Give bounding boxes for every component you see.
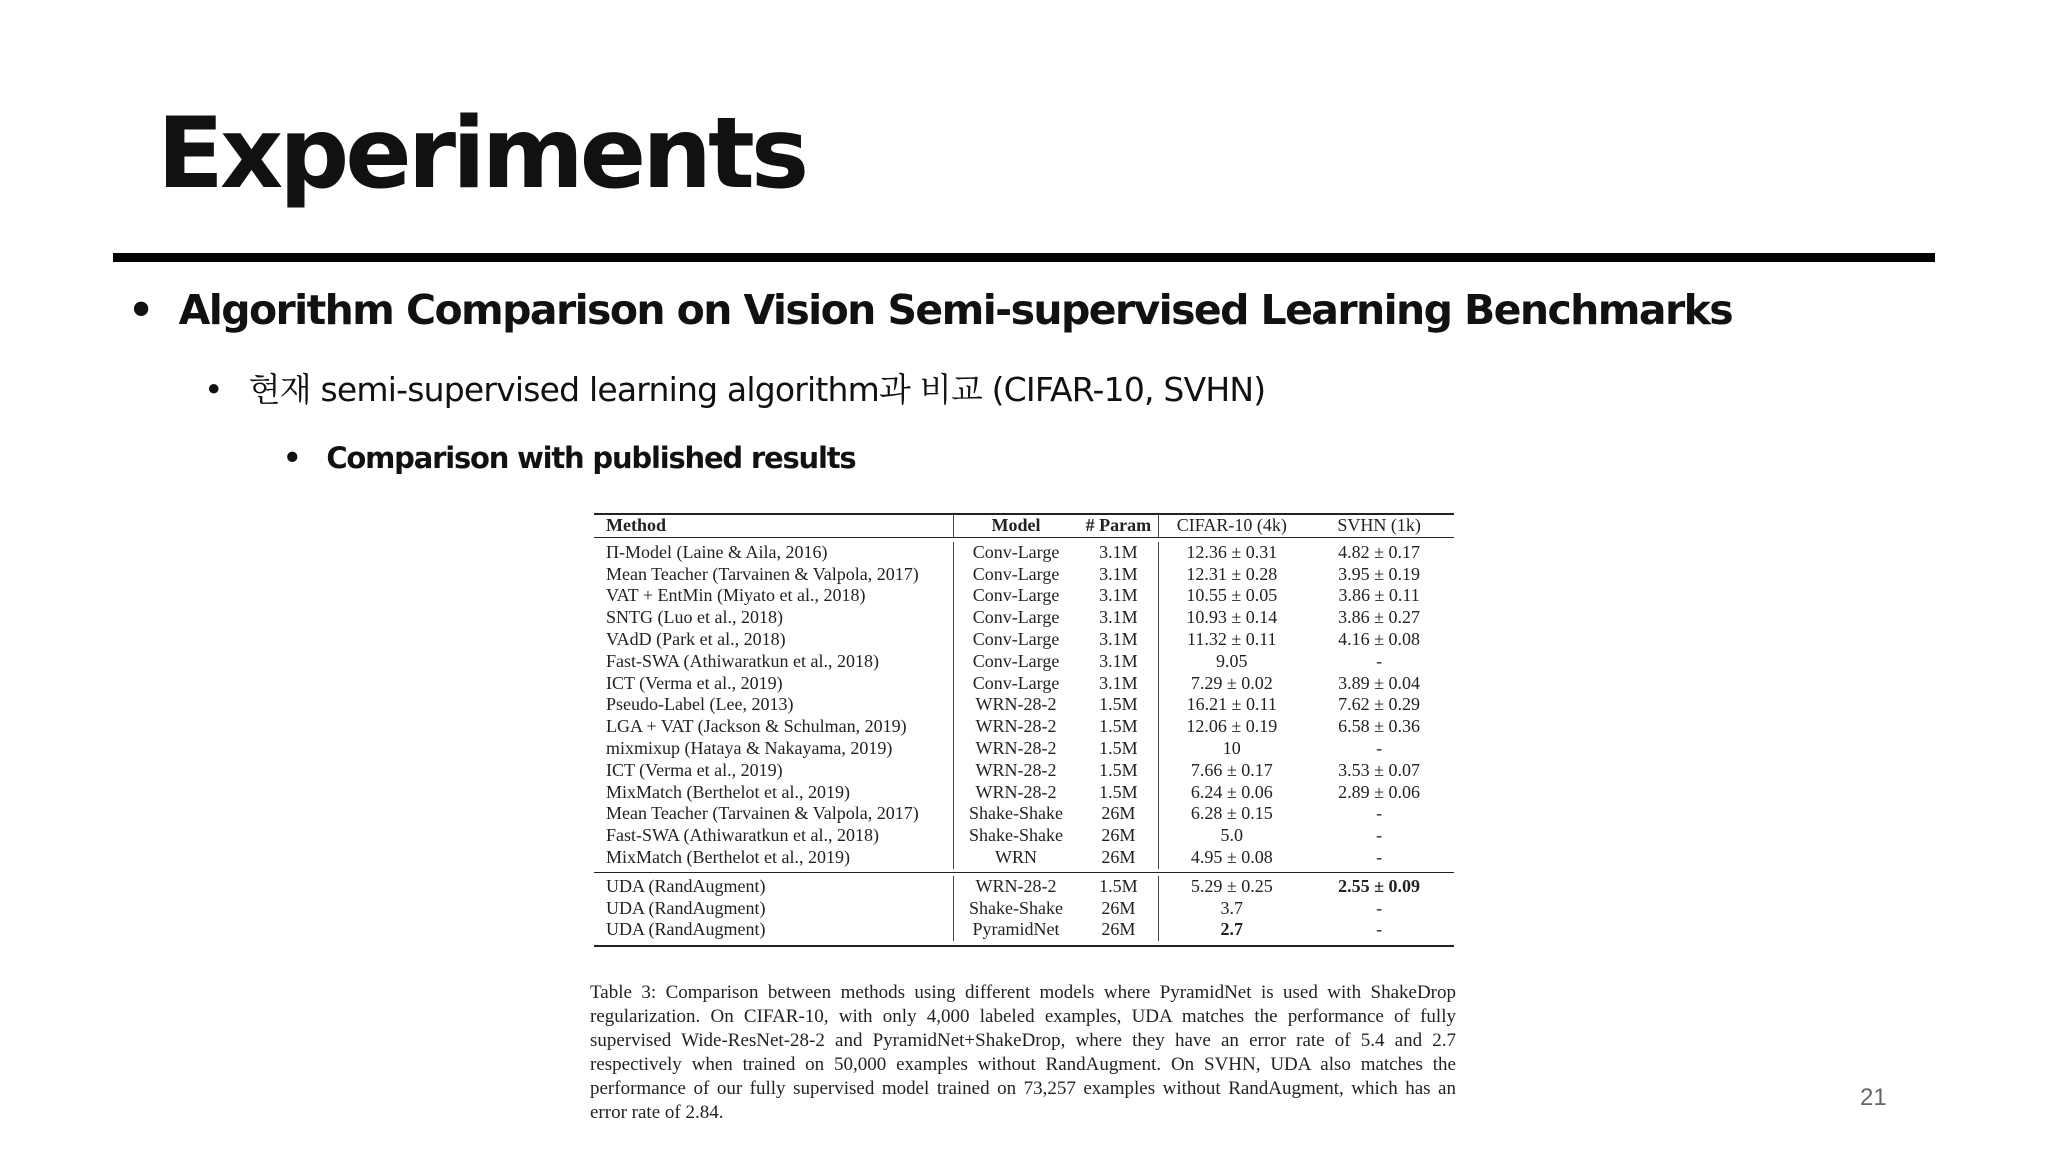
cell-cifar: 6.28 ± 0.15 [1190,803,1273,824]
bullet-level-1-text: Algorithm Comparison on Vision Semi-supervised Learning Benchmarks [178,286,1733,334]
cell-method: Π-Model (Laine & Aila, 2016) [594,542,954,564]
cell-model: Conv-Large [972,563,1060,584]
cell-param: 26M [1078,898,1159,920]
table-row [594,760,1454,782]
cell-model: Conv-Large [972,541,1060,562]
cell-param: 26M [1078,919,1159,941]
table-row [594,607,1454,629]
header-svhn: SVHN (1k) [1337,515,1421,535]
table-row [594,898,1454,920]
cell-method: ICT (Verma et al., 2019) [594,760,954,782]
cell-model: WRN-28-2 [975,781,1057,802]
table-row [594,716,1454,738]
header-cifar: CIFAR-10 (4k) [1176,515,1287,535]
cell-model: PyramidNet [972,919,1060,940]
cell-svhn: 2.55 ± 0.09 [1338,875,1421,896]
cell-cifar: 12.06 ± 0.19 [1186,716,1278,737]
cell-model: Shake-Shake [969,897,1064,918]
cell-method: Pseudo-Label (Lee, 2013) [594,694,954,716]
cell-method: MixMatch (Berthelot et al., 2019) [594,782,954,804]
cell-cifar: 12.31 ± 0.28 [1186,563,1278,584]
cell-method: Fast-SWA (Athiwaratkun et al., 2018) [594,825,954,847]
cell-cifar: 10.93 ± 0.14 [1186,607,1278,628]
cell-svhn: 4.16 ± 0.08 [1338,628,1421,649]
cell-param: 3.1M [1078,651,1159,673]
cell-cifar: 2.7 [1220,919,1244,940]
cell-svhn: - [1376,846,1383,867]
cell-param: 3.1M [1078,585,1159,607]
bullet-level-3-text: Comparison with published results [326,441,856,475]
cell-svhn: - [1376,825,1383,846]
cell-method: SNTG (Luo et al., 2018) [594,607,954,629]
table-row [594,694,1454,716]
cell-model: Shake-Shake [969,803,1064,824]
cell-cifar: 10.55 ± 0.05 [1186,585,1278,606]
cell-param: 1.5M [1078,716,1159,738]
cell-cifar: 5.29 ± 0.25 [1190,875,1273,896]
cell-svhn: - [1376,919,1383,940]
cell-method: mixmixup (Hataya & Nakayama, 2019) [594,738,954,760]
title-divider [113,253,1935,262]
cell-param: 1.5M [1078,738,1159,760]
cell-model: Conv-Large [972,672,1060,693]
cell-param: 1.5M [1078,760,1159,782]
cell-model: WRN-28-2 [975,737,1057,758]
cell-cifar: 6.24 ± 0.06 [1190,781,1273,802]
cell-method: Mean Teacher (Tarvainen & Valpola, 2017) [594,803,954,825]
table-body-baselines [594,538,1454,872]
cell-svhn: 3.95 ± 0.19 [1338,563,1421,584]
cell-param: 26M [1078,803,1159,825]
table-row [594,542,1454,564]
cell-svhn: 3.89 ± 0.04 [1338,672,1421,693]
cell-model: WRN-28-2 [975,875,1057,896]
table-row [594,673,1454,695]
cell-svhn: - [1376,650,1383,671]
header-model: Model [991,515,1041,535]
cell-method: ICT (Verma et al., 2019) [594,673,954,695]
cell-model: WRN [995,846,1038,867]
cell-param: 3.1M [1078,607,1159,629]
cell-param: 3.1M [1078,673,1159,695]
table-body-uda [594,872,1454,945]
bullet-level-1 [128,286,1732,335]
table-row [594,738,1454,760]
cell-cifar: 9.05 [1216,650,1248,671]
cell-param: 3.1M [1078,629,1159,651]
cell-method: UDA (RandAugment) [594,919,954,941]
cell-model: WRN-28-2 [975,694,1057,715]
bullet-level-2 [204,370,1265,410]
cell-svhn: - [1376,897,1383,918]
cell-cifar: 7.29 ± 0.02 [1190,672,1273,693]
cell-cifar: 7.66 ± 0.17 [1190,759,1273,780]
cell-cifar: 12.36 ± 0.31 [1186,541,1278,562]
cell-model: Conv-Large [972,628,1060,649]
cell-model: WRN-28-2 [975,716,1057,737]
cell-svhn: - [1376,803,1383,824]
table-row [594,803,1454,825]
bullet-dot-icon: • [128,286,153,334]
cell-method: Mean Teacher (Tarvainen & Valpola, 2017) [594,564,954,586]
cell-method: UDA (RandAugment) [594,898,954,920]
cell-method: UDA (RandAugment) [594,876,954,898]
cell-svhn: 7.62 ± 0.29 [1338,694,1421,715]
cell-svhn: 3.86 ± 0.11 [1338,585,1420,606]
cell-svhn: 3.86 ± 0.27 [1338,607,1421,628]
table-row [594,876,1454,898]
table-row [594,782,1454,804]
bullet-dot-icon: • [204,370,223,409]
cell-cifar: 11.32 ± 0.11 [1187,628,1277,649]
results-table-figure [578,505,1478,1145]
table-row [594,651,1454,673]
cell-cifar: 4.95 ± 0.08 [1190,846,1273,867]
cell-svhn: 3.53 ± 0.07 [1338,759,1421,780]
cell-svhn: 2.89 ± 0.06 [1338,781,1421,802]
table-row [594,919,1454,941]
cell-cifar: 16.21 ± 0.11 [1186,694,1277,715]
header-method: Method [594,515,954,537]
cell-method: VAT + EntMin (Miyato et al., 2018) [594,585,954,607]
cell-model: Conv-Large [972,607,1060,628]
table-header-row [594,515,1454,538]
cell-model: Shake-Shake [969,825,1064,846]
table-row [594,585,1454,607]
cell-param: 3.1M [1078,564,1159,586]
slide-title: Experiments [157,97,806,211]
cell-model: Conv-Large [972,585,1060,606]
cell-method: Fast-SWA (Athiwaratkun et al., 2018) [594,651,954,673]
table-row [594,629,1454,651]
table-row [594,564,1454,586]
cell-cifar: 3.7 [1220,897,1244,918]
table-caption: Table 3: Comparison between methods using different models where PyramidNet is used with ShakeDrop regularization. On CIFAR-10, with only 4,000 labeled examples, UDA matches the performance of fully supervised Wide-ResNet-28-2 and PyramidNet+ShakeDrop, where they have an error rate of 5.4 and 2.7 respectively when trained on 50,000 examples without RandAugment. On SVHN, UDA also matches the performance of our fully supervised model trained on 73,257 examples without RandAugment, which has an error rate of 2.84. [590,982,1456,1123]
cell-cifar: 5.0 [1220,825,1244,846]
page-number: 21 [1860,1084,1887,1111]
bullet-level-3 [283,441,855,476]
cell-model: WRN-28-2 [975,759,1057,780]
cell-param: 3.1M [1078,542,1159,564]
cell-model: Conv-Large [972,650,1060,671]
cell-param: 26M [1078,825,1159,847]
cell-svhn: 4.82 ± 0.17 [1338,541,1421,562]
cell-method: VAdD (Park et al., 2018) [594,629,954,651]
cell-cifar: 10 [1222,737,1241,758]
cell-svhn: 6.58 ± 0.36 [1338,716,1421,737]
bullet-dot-icon: • [283,441,301,475]
table-row [594,847,1454,869]
bullet-level-2-text: 현재 semi-supervised learning algorithm과 비교 (CIFAR-10, SVHN) [248,370,1266,409]
cell-svhn: - [1376,737,1383,758]
cell-param: 1.5M [1078,876,1159,898]
cell-param: 1.5M [1078,782,1159,804]
header-param: # Param [1078,515,1159,537]
cell-param: 26M [1078,847,1159,869]
cell-method: MixMatch (Berthelot et al., 2019) [594,847,954,869]
cell-param: 1.5M [1078,694,1159,716]
table-row [594,825,1454,847]
cell-method: LGA + VAT (Jackson & Schulman, 2019) [594,716,954,738]
results-table [594,513,1454,947]
